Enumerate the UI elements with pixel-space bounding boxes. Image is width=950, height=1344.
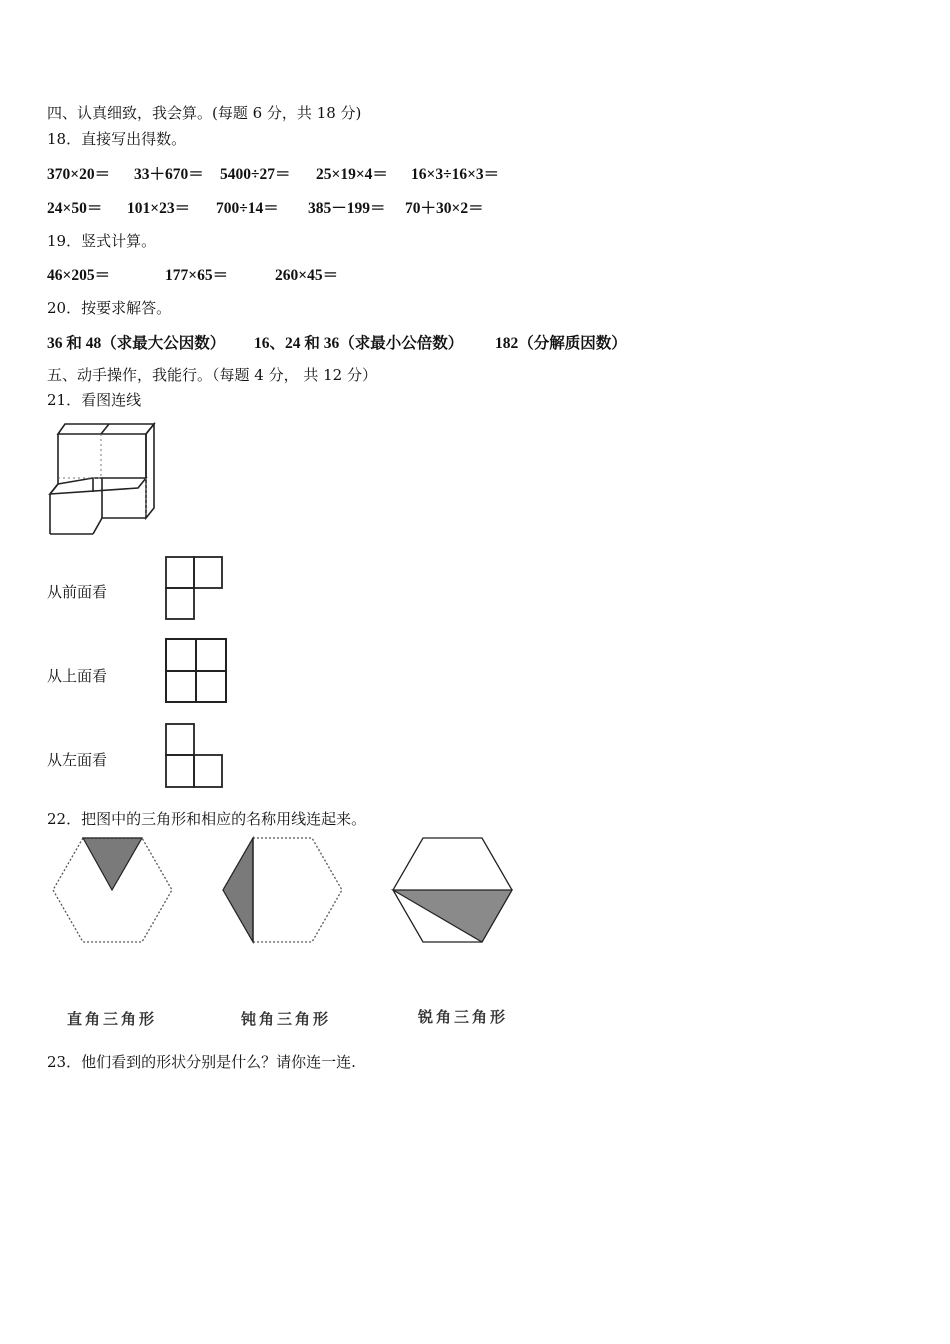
q18-expr: 385－199＝ [308, 200, 386, 217]
q21-block-figure [46, 422, 158, 538]
triangle-label-acute: 锐角三角形 [418, 1008, 509, 1026]
q18-row-2 [47, 196, 484, 218]
view-label-top: 从上面看 [47, 667, 108, 685]
section-4-title: 四、认真细致，我会算。(每题 6 分，共 18 分) [47, 104, 362, 122]
question-19-title: 19．竖式计算。 [47, 232, 157, 250]
q20-item: 36 和 48（求最大公因数） [47, 335, 226, 352]
question-18-title: 18．直接写出得数。 [47, 130, 187, 148]
shaded-triangle-1 [83, 838, 142, 890]
q20-row [47, 331, 627, 353]
view-label-front: 从前面看 [47, 583, 108, 601]
hexagon-figure-2 [220, 834, 346, 946]
hexagon-figure-1 [50, 834, 176, 946]
q18-expr: 16×3÷16×3＝ [411, 166, 500, 183]
q18-expr: 700÷14＝ [216, 200, 279, 217]
triangle-label-right: 直角三角形 [67, 1010, 158, 1028]
q18-expr: 33＋670＝ [134, 166, 204, 183]
question-21-title: 21．看图连线 [47, 391, 142, 409]
q20-item: 182（分解质因数） [495, 335, 627, 352]
q19-expr: 46×205＝ [47, 267, 111, 284]
section-5-title: 五、动手操作，我能行。（每题 4 分， 共 12 分） [47, 366, 377, 384]
q18-expr: 25×19×4＝ [316, 166, 388, 183]
q20-item: 16、24 和 36（求最小公倍数） [254, 335, 464, 352]
triangle-label-obtuse: 钝角三角形 [241, 1010, 332, 1028]
hexagon-figure-3 [390, 834, 516, 946]
q18-expr: 5400÷27＝ [220, 166, 291, 183]
q19-row [47, 263, 338, 285]
question-22-title: 22．把图中的三角形和相应的名称用线连起来。 [47, 810, 367, 828]
q18-expr: 24×50＝ [47, 200, 103, 217]
q18-expr: 370×20＝ [47, 166, 111, 183]
view-left-figure [163, 722, 225, 790]
shaded-triangle-3 [393, 890, 512, 942]
view-label-left: 从左面看 [47, 751, 108, 769]
q19-expr: 177×65＝ [165, 267, 229, 284]
question-23-title: 23．他们看到的形状分别是什么？请你连一连. [47, 1053, 356, 1071]
q18-row-1 [47, 162, 499, 184]
view-front-figure [163, 555, 225, 621]
view-top-figure [163, 637, 229, 705]
block-step-face [50, 478, 146, 494]
q18-expr: 70＋30×2＝ [405, 200, 484, 217]
question-20-title: 20．按要求解答。 [47, 299, 172, 317]
q18-expr: 101×23＝ [127, 200, 191, 217]
shaded-triangle-2 [223, 838, 253, 942]
q19-expr: 260×45＝ [275, 267, 339, 284]
block-right-face [146, 424, 154, 518]
